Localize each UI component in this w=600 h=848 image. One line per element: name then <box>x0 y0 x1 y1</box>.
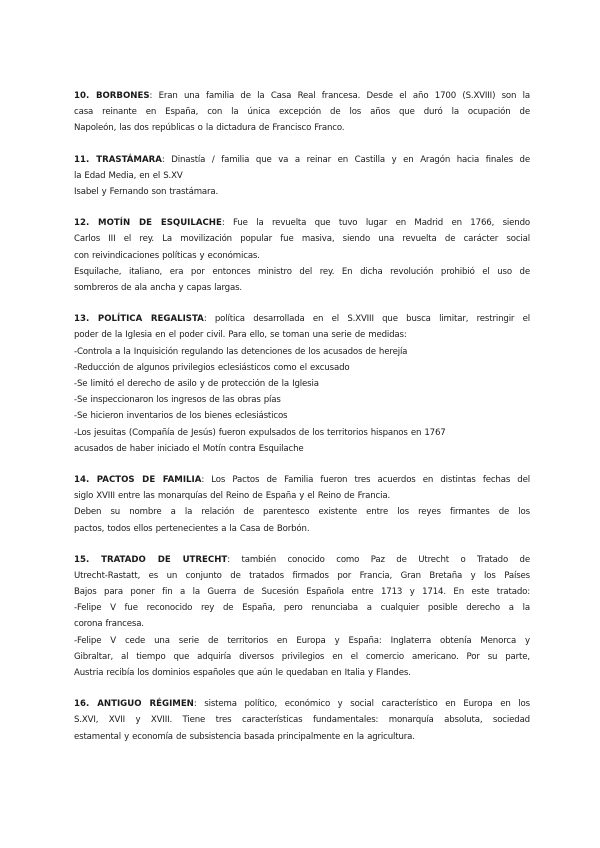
glossary-entry <box>74 88 530 137</box>
entry-line: Esquilache, italiano, era por entonces ministro del rey. En dicha revolución prohibió el uso de <box>74 266 530 277</box>
entry-definition-start: : Fue la revuelta que tuvo lugar en Madrid en 1766, siendo <box>221 218 530 229</box>
entry-first-line <box>74 88 530 104</box>
entry-term: 10. BORBONES <box>74 91 150 101</box>
entry-first-line <box>74 215 530 231</box>
entry-definition-start: : también conocido como Paz de Utrecht o Tratado de <box>227 554 530 565</box>
glossary-entry <box>74 215 530 296</box>
entry-first-line <box>74 552 530 568</box>
entry-line: -Controla a la Inquisición regulando las detenciones de los acusados de herejía <box>74 346 408 357</box>
entry-first-line <box>74 311 530 327</box>
entry-term: 13. POLÍTICA REGALISTA <box>74 314 204 325</box>
entry-definition-start: : política desarrollada en el S.XVIII que busca limitar, restringir el <box>203 314 530 325</box>
entry-definition-start: : sistema político, económico y social característico en Europa en los <box>193 699 530 710</box>
entry-term: 12. MOTÍN DE ESQUILACHE <box>74 218 222 229</box>
glossary-entry <box>74 552 530 682</box>
entry-first-line <box>74 152 530 168</box>
glossary-entry <box>74 152 530 201</box>
entry-line: siglo XVIII entre las monarquías del Reino de España y el Reino de Francia. <box>74 491 391 502</box>
entry-line: -Se limitó el derecho de asilo y de protección de la Iglesia <box>74 378 319 389</box>
entry-line: estamental y economía de subsistencia basada principalmente en la agricultura. <box>74 731 415 742</box>
entry-line: con reivindicaciones políticas y económicas. <box>74 250 260 261</box>
entry-line: -Reducción de algunos privilegios eclesiásticos como el excusado <box>74 362 350 373</box>
entry-line: pactos, todos ellos pertenecientes a la Casa de Borbón. <box>74 523 310 534</box>
glossary-entry <box>74 696 530 745</box>
entry-definition-start: : Dinastía / familia que va a reinar en Castilla y en Aragón hacia finales de <box>161 154 530 165</box>
entry-definition-start: : Eran una familia de la Casa Real francesa. Desde el año 1700 (S.XVIII) son la <box>149 91 530 101</box>
glossary-entry <box>74 311 530 457</box>
entry-line: Gibraltar, al tiempo que adquiría diversos privilegios en el comercio americano. Por su parte, <box>74 651 530 662</box>
entry-line: -Se hicieron inventarios de los bienes eclesiásticos <box>74 411 288 422</box>
entry-definition-start: : Los Pactos de Familia fueron tres acuerdos en distintas fechas del <box>201 474 530 485</box>
entry-line: Deben su nombre a la relación de parentesco existente entre los reyes firmantes de los <box>74 507 530 518</box>
entry-line: corona francesa. <box>74 619 144 630</box>
entry-term: 11. TRASTÁMARA <box>74 154 162 165</box>
entry-line: la Edad Media, en el S.XV <box>74 170 183 181</box>
entry-line: Carlos III el rey. La movilización popular fue masiva, siendo una revuelta de carácter social <box>74 234 530 245</box>
entry-first-line <box>74 696 530 712</box>
entry-first-line <box>74 472 530 488</box>
entry-line: -Los jesuitas (Compañía de Jesús) fueron expulsados de los territorios hispanos en 1767 <box>74 427 446 438</box>
entry-line: -Felipe V fue reconocido rey de España, pero renunciaba a cualquier posible derecho a la <box>74 603 530 614</box>
entry-line: Napoleón, las dos repúblicas o la dictadura de Francisco Franco. <box>74 123 345 134</box>
entry-line: acusados de haber iniciado el Motín contra Esquilache <box>74 443 304 454</box>
entry-line: S.XVI, XVII y XVIII. Tiene tres características fundamentales: monarquía absoluta, sociedad <box>74 715 530 726</box>
glossary-entry <box>74 472 530 537</box>
entry-term: 14. PACTOS DE FAMILIA <box>74 474 202 485</box>
entry-term: 15. TRATADO DE UTRECHT <box>74 554 228 565</box>
entry-line: Austria recibía los dominios españoles que aún le quedaban en Italia y Flandes. <box>74 668 411 679</box>
entry-line: Isabel y Fernando son trastámara. <box>74 186 219 197</box>
entry-line: sombreros de ala ancha y capas largas. <box>74 282 243 293</box>
entry-term: 16. ANTIGUO RÉGIMEN <box>74 699 194 710</box>
entry-line: casa reinante en España, con la única excepción de los años que duró la ocupación de <box>74 107 530 118</box>
entry-line: Bajos para poner fin a la Guerra de Sucesión Española entre 1713 y 1714. En este tratado: <box>74 587 530 598</box>
entry-line: Utrecht-Rastatt, es un conjunto de tratados firmados por Francia, Gran Bretaña y los Países <box>74 570 530 581</box>
entry-line: -Se inspeccionaron los ingresos de las obras pías <box>74 395 281 406</box>
document-body <box>74 88 530 760</box>
entry-line: -Felipe V cede una serie de territorios en Europa y España: Inglaterra obtenía Menorca y <box>74 635 530 646</box>
entry-line: poder de la Iglesia en el poder civil. Para ello, se toman una serie de medidas: <box>74 330 407 341</box>
